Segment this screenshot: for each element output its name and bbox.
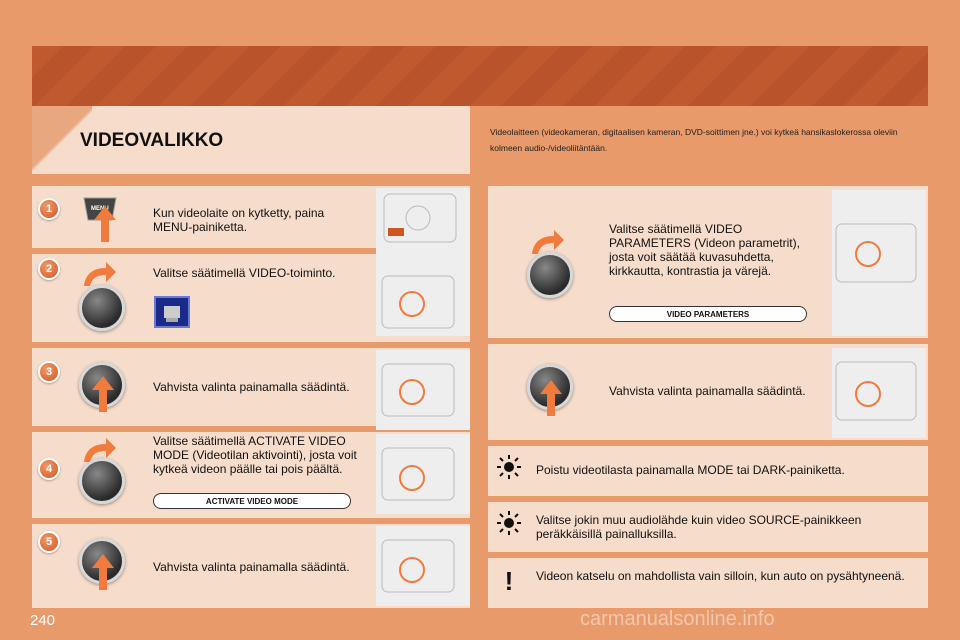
step-badge-3: 3 <box>38 361 60 383</box>
menu-button-label: MENU <box>91 206 109 212</box>
control-knob-icon <box>527 252 573 298</box>
right-text-2: Vahvista valinta painamalla säädintä. <box>609 384 806 398</box>
control-knob-icon <box>79 458 125 504</box>
press-arrow-icon <box>90 204 120 244</box>
watermark: carmanualsonline.info <box>580 608 775 630</box>
intro-text: Videolaitteen (videokameran, digitaalisen kameran, DVD-soittimen jne.) voi kytkeä hansikaslokerossa oleviin kolmeen audio-/videoliitäntään. <box>490 127 898 153</box>
video-source-icon <box>154 296 190 328</box>
exclamation-icon: ! <box>504 565 514 596</box>
radio-unit-icon <box>376 434 470 514</box>
radio-unit-icon <box>376 350 470 430</box>
step-badge-5: 5 <box>38 531 60 553</box>
video-parameters-pill: VIDEO PARAMETERS <box>609 306 807 322</box>
note-panel-3 <box>488 558 928 608</box>
note-text-2: Valitse jokin muu audiolähde kuin video SOURCE-painikkeen peräkkäisillä painalluksilla. <box>536 513 862 541</box>
activate-video-mode-pill: ACTIVATE VIDEO MODE <box>153 493 351 509</box>
press-arrow-icon <box>88 552 118 592</box>
step-badge-1: 1 <box>38 198 60 220</box>
step-badge-4: 4 <box>38 458 60 480</box>
page-number: 240 <box>30 612 56 629</box>
step-text-4: Valitse säätimellä ACTIVATE VIDEO MODE (Videotilan aktivointi), josta voit kytkeä videon päälle tai pois päältä. <box>153 434 357 476</box>
page-title: VIDEOVALIKKO <box>80 130 224 151</box>
sun-icon <box>494 508 524 538</box>
step-text-1: Kun videolaite on kytketty, paina MENU-painiketta. <box>153 206 325 234</box>
radio-unit-icon <box>832 190 926 336</box>
press-arrow-icon <box>536 378 566 418</box>
rotate-arrow-icon <box>82 260 118 288</box>
header-band <box>32 46 928 106</box>
radio-unit-icon <box>832 348 926 438</box>
control-knob-icon <box>79 285 125 331</box>
step-text-2: Valitse säätimellä VIDEO-toiminto. <box>153 266 336 280</box>
right-text-1: Valitse säätimellä VIDEO PARAMETERS (Videon parametrit), josta voit säätää kuvasuhdetta, kirkkautta, kontrastia ja värejä. <box>609 222 800 278</box>
note-text-3: Videon katselu on mahdollista vain silloin, kun auto on pysähtyneenä. <box>536 569 905 583</box>
step-text-5: Vahvista valinta painamalla säädintä. <box>153 560 350 574</box>
step-badge-2: 2 <box>38 258 60 280</box>
press-arrow-icon <box>88 374 118 414</box>
radio-unit-icon <box>376 256 470 336</box>
step-text-3: Vahvista valinta painamalla säädintä. <box>153 380 350 394</box>
note-text-1: Poistu videotilasta painamalla MODE tai DARK-painiketta. <box>536 463 845 477</box>
sun-icon <box>494 452 524 482</box>
radio-unit-icon <box>376 526 470 606</box>
